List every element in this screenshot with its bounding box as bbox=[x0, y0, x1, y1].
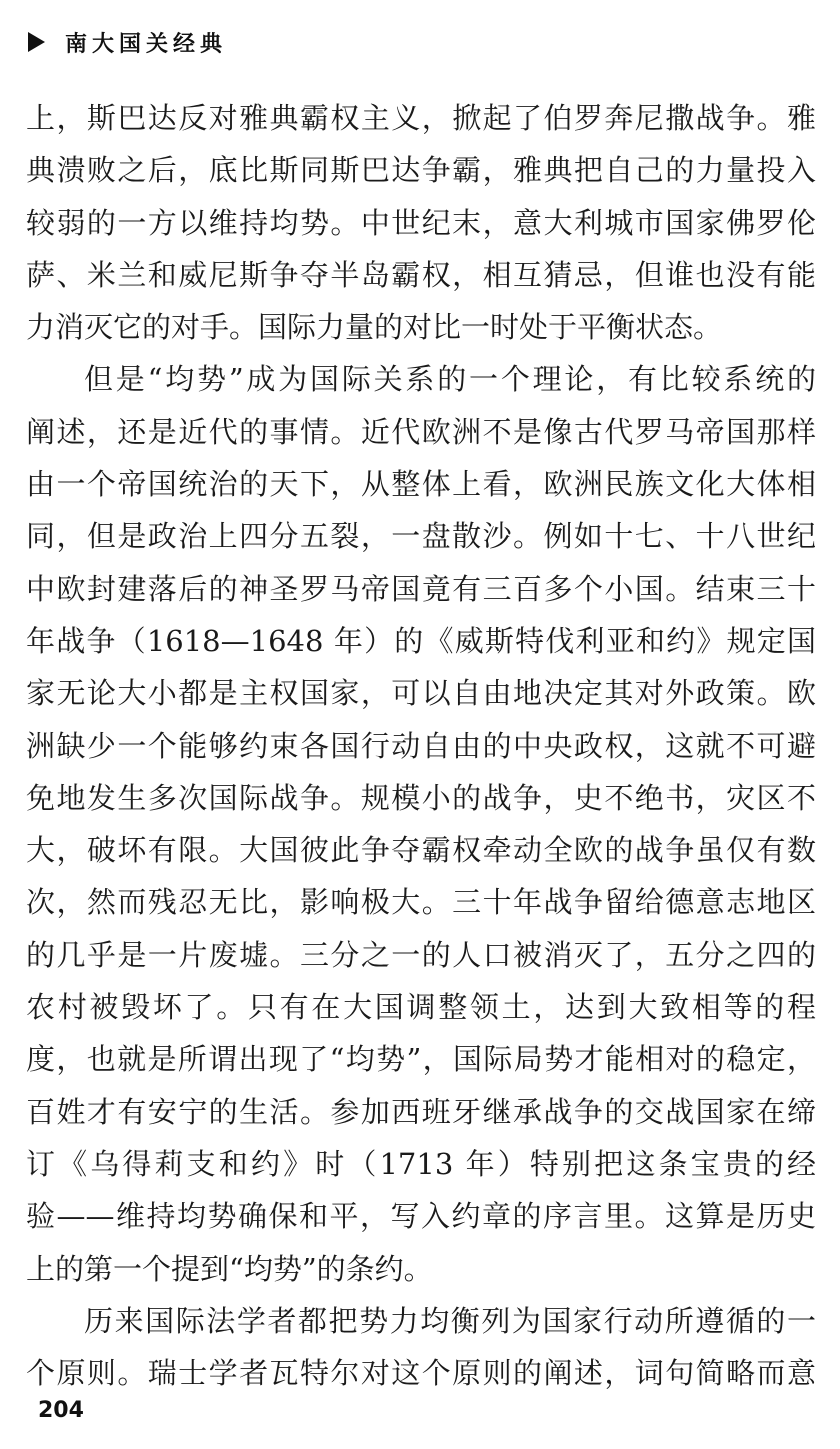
text-line: 力消灭它的对手。国际力量的对比一时处于平衡状态。 bbox=[26, 310, 723, 345]
text-line: 上，斯巴达反对雅典霸权主义，掀起了伯罗奔尼撒战争。雅 bbox=[26, 101, 816, 135]
running-header bbox=[28, 24, 227, 60]
text-line: 度，也就是所谓出现了“均势”，国际局势才能相对的稳定， bbox=[26, 1042, 816, 1077]
text-line: 个原则。瑞士学者瓦特尔对这个原则的阐述，词句简略而意 bbox=[26, 1356, 816, 1391]
text-line: 农村被毁坏了。只有在大国调整领土，达到大致相等的程 bbox=[26, 990, 816, 1025]
text-line: 萨、米兰和威尼斯争夺半岛霸权，相互猜忌，但谁也没有能 bbox=[26, 257, 816, 292]
series-title: 南大国关经典 bbox=[65, 31, 228, 57]
text-line: 洲缺少一个能够约束各国行动自由的中央政权，这就不可避 bbox=[26, 728, 816, 763]
text-line: 次，然而残忍无比，影响极大。三十年战争留给德意志地区 bbox=[26, 885, 816, 920]
text-line: 中欧封建落后的神圣罗马帝国竟有三百多个小国。结束三十 bbox=[26, 571, 816, 606]
triangle-marker-icon bbox=[28, 32, 45, 52]
body-text bbox=[26, 92, 816, 1399]
text-line: 年战争（1618—1648 年）的《威斯特伐利亚和约》规定国 bbox=[26, 623, 816, 658]
text-line: 由一个帝国统治的天下，从整体上看，欧洲民族文化大体相 bbox=[26, 467, 816, 502]
text-line: 上的第一个提到“均势”的条约。 bbox=[26, 1251, 433, 1286]
text-line: 阐述，还是近代的事情。近代欧洲不是像古代罗马帝国那样 bbox=[26, 414, 816, 449]
text-line: 同，但是政治上四分五裂，一盘散沙。例如十七、十八世纪 bbox=[26, 519, 816, 554]
page-number: 204 bbox=[38, 1398, 84, 1423]
text-line: 典溃败之后，底比斯同斯巴达争霸，雅典把自己的力量投入 bbox=[26, 153, 816, 188]
text-line: 但是“均势”成为国际关系的一个理论，有比较系统的 bbox=[84, 362, 816, 397]
text-line: 验——维持均势确保和平，写入约章的序言里。这算是历史 bbox=[26, 1199, 816, 1234]
text-line: 百姓才有安宁的生活。参加西班牙继承战争的交战国家在缔 bbox=[26, 1094, 816, 1129]
text-line: 较弱的一方以维持均势。中世纪末，意大利城市国家佛罗伦 bbox=[26, 205, 816, 240]
text-line: 订《乌得莉支和约》时（1713 年）特别把这条宝贵的经 bbox=[26, 1146, 816, 1181]
text-line: 家无论大小都是主权国家，可以自由地决定其对外政策。欧 bbox=[26, 676, 816, 711]
text-line: 免地发生多次国际战争。规模小的战争，史不绝书，灾区不 bbox=[26, 780, 816, 815]
text-line: 大，破坏有限。大国彼此争夺霸权牵动全欧的战争虽仅有数 bbox=[26, 833, 816, 868]
text-line: 的几乎是一片废墟。三分之一的人口被消灭了，五分之四的 bbox=[26, 937, 816, 972]
text-line: 历来国际法学者都把势力均衡列为国家行动所遵循的一 bbox=[84, 1303, 816, 1338]
